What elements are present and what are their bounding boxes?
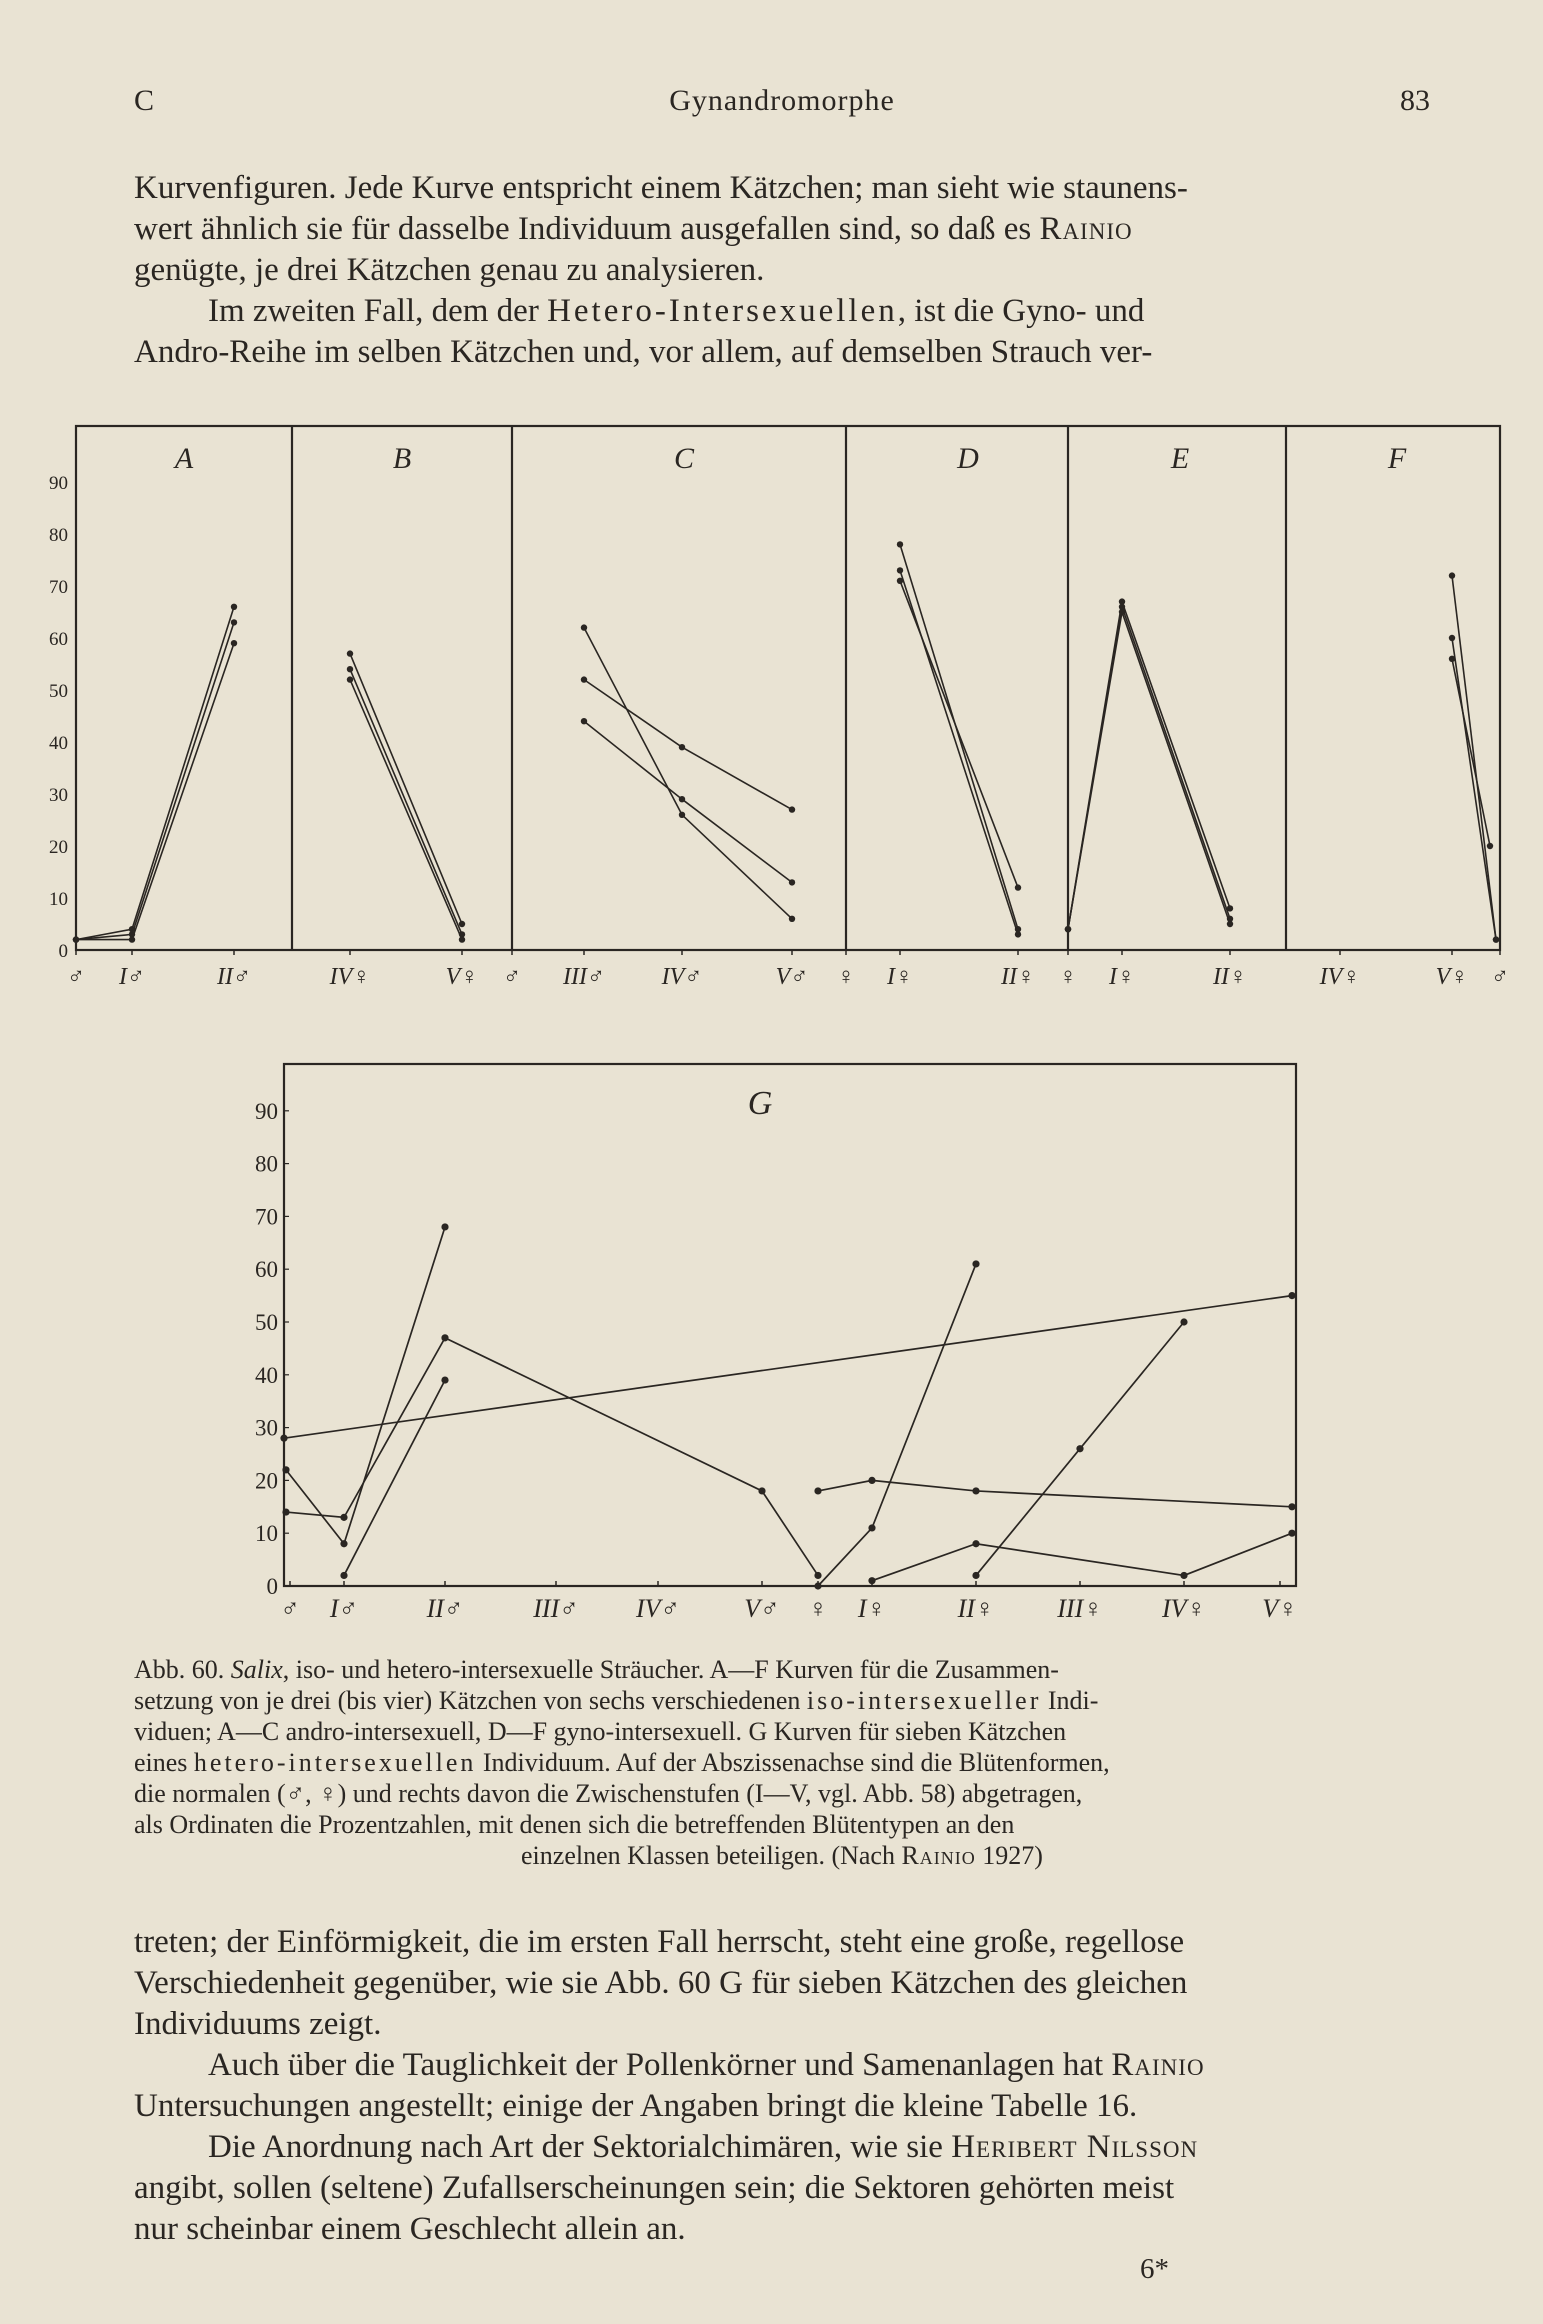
data-point [231, 619, 237, 625]
data-point [972, 1260, 979, 1267]
series-line [584, 628, 792, 919]
x-tick-label: III♀ [1057, 1594, 1103, 1623]
data-point [1015, 931, 1021, 937]
data-point [789, 879, 795, 885]
data-point [1449, 656, 1455, 662]
data-point [814, 1582, 821, 1589]
x-tick-label: V♂ [775, 964, 809, 990]
x-tick-label: V♀ [445, 964, 479, 990]
data-point [280, 1435, 287, 1442]
data-point [282, 1466, 289, 1473]
y-tick-label: 30 [255, 1415, 278, 1441]
series-line [584, 680, 792, 810]
data-point [1449, 635, 1455, 641]
data-point [1288, 1530, 1295, 1537]
text-line: Die Anordnung nach Art der Sektorialchimären, wie sie Heribert Nilsson [208, 2129, 1199, 2165]
data-point [459, 921, 465, 927]
data-point [972, 1540, 979, 1547]
x-axis-labels [67, 950, 1509, 990]
data-point [789, 916, 795, 922]
series-line [344, 1380, 445, 1575]
text-line: Andro-Reihe im selben Kätzchen und, vor allem, auf demselben Strauch ver- [134, 334, 1153, 370]
x-tick-label: I♂ [329, 1594, 359, 1623]
figure-a-f-chart [40, 408, 1510, 998]
y-tick-label: 70 [255, 1204, 278, 1230]
data-point [868, 1524, 875, 1531]
x-tick-label: III♂ [533, 1594, 579, 1623]
data-point [340, 1540, 347, 1547]
y-tick-label: 60 [49, 629, 68, 650]
data-point [282, 1508, 289, 1515]
series-line [350, 654, 462, 924]
data-point [1227, 921, 1233, 927]
caption-line: Abb. 60. Salix, iso- und hetero-intersexuelle Sträucher. A—F Kurven für die Zusammen- [134, 1655, 1059, 1684]
x-tick-label: ♂ [1491, 964, 1509, 990]
text-line: wert ähnlich sie für dasselbe Individuum ausgefallen sind, so daß es Rainio [134, 211, 1133, 247]
y-tick-label: 60 [255, 1257, 278, 1283]
x-tick-label: ♂ [280, 1594, 300, 1623]
data-point [1119, 609, 1125, 615]
y-tick-label: 30 [49, 785, 68, 806]
x-tick-label: ♀ [1059, 964, 1077, 990]
series-line [76, 607, 234, 940]
y-tick-label: 10 [49, 889, 68, 910]
plot-border [284, 1064, 1296, 1586]
page-header [134, 84, 1430, 124]
data-point [1227, 905, 1233, 911]
x-tick-label: I♀ [1109, 964, 1135, 990]
text-line: Im zweiten Fall, dem der Hetero-Intersexuellen, ist die Gyno- und [208, 293, 1145, 329]
data-point [814, 1487, 821, 1494]
x-tick-label: V♀ [1435, 964, 1469, 990]
text-line: genügte, je drei Kätzchen genau zu analysieren. [134, 252, 765, 288]
data-point [340, 1514, 347, 1521]
caption-line: die normalen (♂, ♀) und rechts davon die Zwischenstufen (I—V, vgl. Abb. 58) abgetragen, [134, 1779, 1083, 1808]
y-tick-label: 80 [49, 525, 68, 546]
panel-label: A [174, 442, 194, 475]
x-tick-label: IV♂ [661, 964, 703, 990]
x-tick-label: II♀ [1213, 964, 1247, 990]
data-point [1065, 926, 1071, 932]
panel-label: C [673, 442, 695, 475]
panel-label: D [957, 442, 979, 475]
data-point [897, 541, 903, 547]
y-tick-label: 0 [58, 941, 68, 962]
x-tick-label: II♀ [957, 1594, 995, 1623]
series-line [1068, 602, 1230, 930]
data-point [129, 936, 135, 942]
data-point [679, 812, 685, 818]
x-tick-label: IV♂ [635, 1594, 681, 1623]
data-point [679, 796, 685, 802]
series-lines [284, 1227, 1292, 1586]
x-tick-label: II♂ [217, 964, 251, 990]
series-line [76, 622, 234, 939]
data-point [868, 1577, 875, 1584]
author-name: Rainio [1039, 211, 1133, 247]
text-line: Individuums zeigt. [134, 2006, 382, 2042]
data-point [581, 718, 587, 724]
series-line [1452, 659, 1490, 846]
data-point [814, 1572, 821, 1579]
x-tick-label: IV♀ [1161, 1594, 1207, 1623]
running-title: Gynandromorphe [669, 84, 895, 117]
data-point [347, 650, 353, 656]
y-tick-label: 40 [49, 733, 68, 754]
section-letter: C [134, 84, 155, 117]
series-line [872, 1533, 1292, 1581]
data-point [972, 1572, 979, 1579]
chart-frame [76, 426, 1500, 950]
data-point [1180, 1572, 1187, 1579]
data-point [897, 567, 903, 573]
x-tick-label: ♀ [808, 1594, 828, 1623]
data-point [1288, 1292, 1295, 1299]
x-tick-label: II♀ [1001, 964, 1035, 990]
text-line: angibt, sollen (seltene) Zufallserscheinungen sein; die Sektoren gehörten meist [134, 2170, 1175, 2206]
data-point [868, 1477, 875, 1484]
series-line [1068, 607, 1230, 929]
data-point [441, 1334, 448, 1341]
x-tick-label: V♂ [744, 1594, 780, 1623]
data-point [73, 936, 79, 942]
x-tick-label: IV♀ [329, 964, 371, 990]
series-line [284, 1296, 1292, 1439]
caption-line: eines hetero-intersexuellen Individuum. Auf der Abszissenachse sind die Blütenformen, [134, 1748, 1110, 1777]
y-tick-label: 90 [49, 473, 68, 494]
y-tick-label: 0 [266, 1574, 278, 1599]
y-tick-label: 50 [49, 681, 68, 702]
data-point [758, 1487, 765, 1494]
data-point [459, 936, 465, 942]
y-tick-label: 10 [255, 1521, 278, 1547]
body-text-bottom [134, 1922, 1430, 2250]
series-line [350, 680, 462, 940]
data-point [441, 1223, 448, 1230]
series-lines [76, 544, 1496, 939]
series-line [350, 669, 462, 934]
data-point [1180, 1318, 1187, 1325]
series-line [1452, 576, 1496, 940]
panel-label: B [392, 442, 412, 475]
data-point [972, 1487, 979, 1494]
data-point [340, 1572, 347, 1579]
data-point [347, 676, 353, 682]
x-tick-label: I♂ [119, 964, 145, 990]
y-tick-label: 90 [255, 1098, 278, 1124]
data-point [1076, 1445, 1083, 1452]
series-line [584, 721, 792, 882]
y-tick-label: 80 [255, 1151, 278, 1177]
text-line: Untersuchungen angestellt; einige der Angaben bringt die kleine Tabelle 16. [134, 2088, 1138, 2124]
data-point [1015, 884, 1021, 890]
data-point [679, 744, 685, 750]
y-axis-ticks [49, 473, 68, 962]
data-point [897, 578, 903, 584]
series-line [900, 581, 1018, 888]
x-tick-label: I♀ [887, 964, 913, 990]
caption-line: als Ordinaten die Prozentzahlen, mit denen sich die betreffenden Blütentypen an den [134, 1810, 1015, 1839]
panel-label: F [1387, 442, 1407, 475]
x-tick-label: V♀ [1262, 1594, 1298, 1623]
data-point [231, 640, 237, 646]
data-point [1487, 843, 1493, 849]
caption-line: setzung von je drei (bis vier) Kätzchen von sechs verschiedenen iso-intersexueller Indi- [134, 1686, 1099, 1715]
chart-frame [284, 1064, 1296, 1586]
x-tick-label: ♂ [503, 964, 521, 990]
series-points [280, 1223, 1295, 1589]
figure-caption [134, 1654, 1430, 1871]
signature-mark: 6* [1140, 2253, 1169, 2285]
data-point [231, 604, 237, 610]
text-line: Verschiedenheit gegenüber, wie sie Abb. 60 G für sieben Kätzchen des gleichen [134, 1965, 1188, 2001]
y-tick-label: 40 [255, 1362, 278, 1388]
x-tick-label: II♂ [426, 1594, 464, 1623]
panel-labels [173, 442, 1407, 475]
data-point [1449, 572, 1455, 578]
y-tick-label: 70 [49, 577, 68, 598]
chart-title [748, 1085, 773, 1122]
x-tick-label: ♂ [67, 964, 85, 990]
body-text-top [134, 168, 1430, 373]
series-line [1452, 638, 1496, 940]
x-tick-label: ♀ [837, 964, 855, 990]
data-point [789, 806, 795, 812]
series-line [818, 1264, 976, 1586]
text-line: nur scheinbar einem Geschlecht allein an. [134, 2211, 686, 2247]
data-point [1493, 936, 1499, 942]
data-point [581, 624, 587, 630]
chart-title-text: G [747, 1085, 773, 1122]
series-line [76, 643, 234, 939]
figure-g-chart [240, 1050, 1320, 1630]
caption-line: viduen; A—C andro-intersexuell, D—F gyno-intersexuell. G Kurven für sieben Kätzchen [134, 1717, 1067, 1746]
series-line [286, 1227, 445, 1544]
series-line [1068, 612, 1230, 929]
data-point [441, 1376, 448, 1383]
page-number: 83 [1400, 84, 1430, 117]
x-tick-label: I♀ [857, 1594, 887, 1623]
data-point [1288, 1503, 1295, 1510]
panel-label: E [1170, 442, 1190, 475]
y-tick-label: 20 [255, 1468, 278, 1494]
x-tick-label: IV♀ [1319, 964, 1361, 990]
y-tick-label: 20 [49, 837, 68, 858]
text-line: treten; der Einförmigkeit, die im ersten Fall herrscht, steht eine große, regellose [134, 1924, 1185, 1960]
x-axis-labels [280, 1581, 1297, 1623]
data-point [347, 666, 353, 672]
x-tick-label: III♂ [563, 964, 605, 990]
text-line: Kurvenfiguren. Jede Kurve entspricht einem Kätzchen; man sieht wie staunens- [134, 170, 1188, 206]
y-tick-label: 50 [255, 1310, 278, 1335]
series-line [900, 544, 1018, 929]
text-line: Auch über die Tauglichkeit der Pollenkörner und Samenanlagen hat Rainio [208, 2047, 1205, 2083]
data-point [581, 676, 587, 682]
caption-line: einzelnen Klassen beteiligen. (Nach Rainio 1927) [521, 1841, 1043, 1870]
